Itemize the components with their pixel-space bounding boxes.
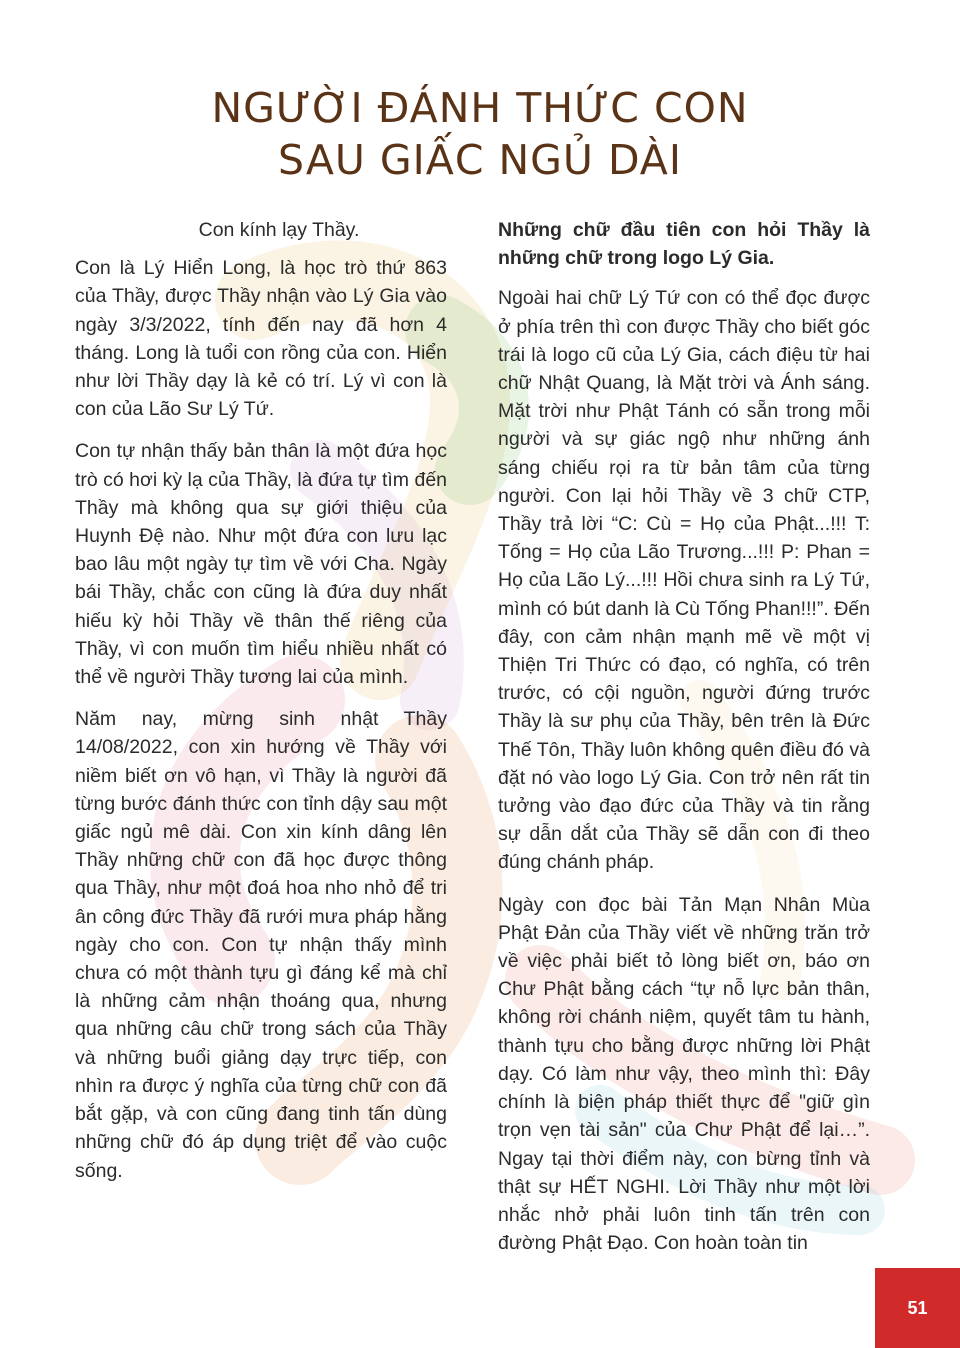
greeting: Con kính lạy Thầy. [198,219,360,241]
title-line-2: SAU GIẤC NGỦ DÀI [278,136,682,184]
page-number: 51 [907,1297,928,1318]
left-column [75,216,447,1199]
right-column [498,216,870,1271]
left-paragraph-1: Con là Lý Hiển Long, là học trò thứ 863 của Thầy, được Thầy nhận vào Lý Gia vào ngày 3/3/2022, tính đến nay đã hơn 4 tháng. Long là tuổi con rồng của con. Hiển như lời Thầy dạy là kẻ có trí. Lý vì con là con của Lão Sư Lý Tứ. [75,257,447,421]
title-line-1: NGƯỜI ĐÁNH THỨC CON [211,84,749,132]
right-paragraph-1: Ngoài hai chữ Lý Tứ con có thể đọc được ở phía trên thì con được Thầy cho biết góc trái là logo cũ của Lý Gia, cách điệu từ hai chữ Nhật Quang, là Mặt trời và Ánh sáng. Mặt trời như Phật Tánh có sẵn trong mỗi người và sự giác ngộ như những ánh sáng chiếu rọi ra từ bản tâm của từng người. Con lại hỏi Thầy về 3 chữ CTP, Thầy trả lời “C: Cù = Họ của Phật...!!! T: Tống = Họ của Lão Trương...!!! P: Phan = Họ của Lão Lý...!!! Hồi chưa sinh ra Lý Tứ, mình có bút danh là Cù Tống Phan!!!”. Đến đây, con cảm nhận mạnh mẽ về một vị Thiện Tri Thức có đạo, có nghĩa, có trên trước, có cội nguồn, người đứng trước Thầy là sư phụ của Thầy, bên trên là Đức Thế Tôn, Thầy luôn không quên điều đó và đặt nó vào logo Lý Gia. Con trở nên rất tin tưởng vào đạo đức của Thầy và tin rằng sự dẫn dắt của Thầy sẽ dẫn con đi theo đúng chánh pháp. [498,287,870,874]
right-paragraph-2: Ngày con đọc bài Tản Mạn Nhân Mùa Phật Đản của Thầy viết về những trăn trở về việc phải biết tỏ lòng biết ơn, báo ơn Chư Phật bằng cách “tự nỗ lực bản thân, không rời chánh niệm, quyết tâm tu hành, thành tựu cho bằng được những lời Phật dạy. Có làm như vậy, theo mình thì: Đây chính là biện pháp thiết thực để "giữ gìn trọn vẹn tài sản" của Chư Phật để lại…”. Ngay tại thời điểm này, con bừng tỉnh và thật sự HẾT NGHI. Lời Thầy như một lời nhắc nhở phải luôn tinh tấn trên con đường Phật Đạo. Con hoàn toàn tin [498,893,870,1255]
lead-heading: Những chữ đầu tiên con hỏi Thầy là những chữ trong logo Lý Gia. [498,219,870,270]
left-paragraph-2: Con tự nhận thấy bản thân là một đứa học trò có hơi kỳ lạ của Thầy, là đứa tự tìm đến Thầy mà không qua sự giới thiệu của Huynh Đệ nào. Như một đứa con lưu lạc bao lâu một ngày tự tìm về với Cha. Ngày bái Thầy, chắc con cũng là đứa duy nhất hiếu kỳ hỏi Thầy về thân thế riêng của Thầy, vì con muốn tìm hiểu nhiều nhất có thể về người Thầy tương lai của mình. [75,440,448,689]
left-paragraph-3: Năm nay, mừng sinh nhật Thầy 14/08/2022, con xin hướng về Thầy với niềm biết ơn vô hạn, vì Thầy là người đã từng bước đánh thức con tỉnh dậy sau một giấc ngủ mê dài. Con xin kính dâng lên Thầy những chữ con đã học được thông qua Thầy, như một đoá hoa nho nhỏ để tri ân công đức Thầy đã rưới mưa pháp hằng ngày cho con. Con tự nhận thấy mình chưa có một thành tựu gì đáng kể mà chỉ là những cảm nhận thoáng qua, nhưng qua những câu chữ trong sách của Thầy và những buổi giảng dạy trực tiếp, con nhìn ra được ý nghĩa của từng chữ con đã bắt gặp, và con cũng đang tinh tấn dùng những chữ đó áp dụng triệt để vào cuộc sống. [75,708,447,1182]
page-number-tab [875,1268,960,1348]
page-title [0,82,960,186]
